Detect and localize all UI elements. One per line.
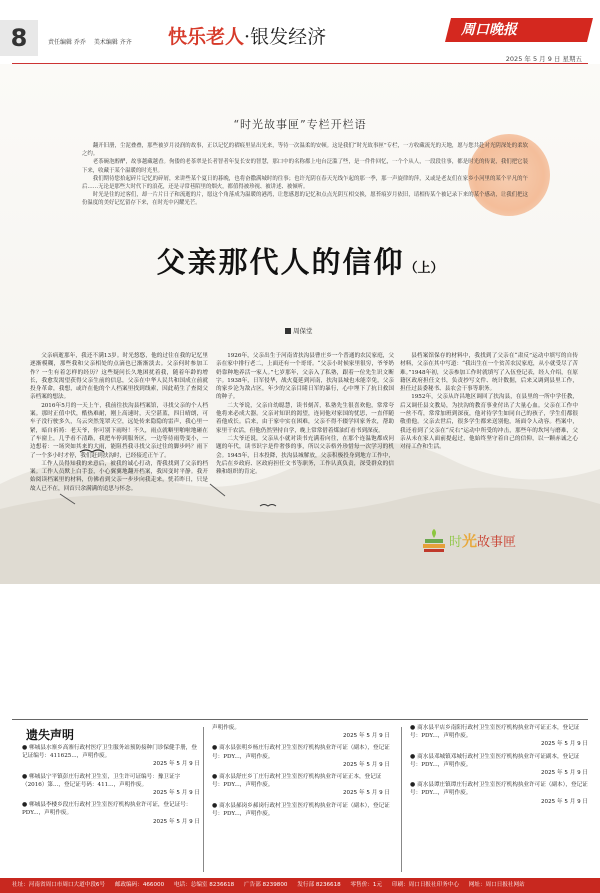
notice-item: ● 郸城县水寨乡高寨行政村医疗卫生服务站预防接种门诊保健手册，登记证编号：411625...，声明作废。 2025 年 5 月 9 日 — [22, 744, 200, 768]
notice-text: 郸城县水寨乡高寨行政村医疗卫生服务站预防接种门诊保健手册，登记证编号：411625...，声明作废。 — [22, 745, 197, 760]
notice-text: 商水县平店乡南阳行政村卫生室医疗机构执业许可证正本，登记证号：PDY...，声明作废。 — [410, 725, 580, 740]
section-lead: 快乐老人 — [168, 26, 245, 48]
notice-text: 郸城县李楼乡段庄行政村卫生室医疗机构执业许可证，登记证号：PDY...，声明作废。 — [22, 802, 192, 817]
intro-paragraph: 我们期待您拾起碎片记忆的碎屑，来讲些某个夏日的暮晚，也将奋撒满城时的往事；也许光阴在春天光线乍起的那一季，那一声旋律的萍，又或是老友们在家乡小河里的某个平凡的午后……无论是那些大时代下的浪花，还是寻常巷陌里的烟火，都值得被珍视、被讲述、被倾听。 — [82, 175, 528, 191]
article-byline — [285, 326, 313, 335]
article-paragraph: 1926年，父亲出生于河南省扶沟县曹庄乡一个普通的农民家庭，父亲在家中排行老二，上面还有一个哥哥。“父亲小时候家里很穷，爷爷奶奶靠种地养活一家人。”七岁那年，父亲入了私塾，跟着一位先生识文断字。1938年，日军侵华，战火蔓延到河南，扶沟县城也未能幸免，父亲的家乡沦为敌占区，年少的父亲目睹日军的暴行，心中埋下了抗日救国的种子。 — [216, 353, 394, 401]
section-dot: · — [244, 26, 251, 48]
article-paragraph: 2016年5月的一天上午，我前往扶沟县档案馆，寻找父亲的个人档案。那时正值中伏，酷热难耐，刚上高速时，天空湛蓝，四日晴朗，可车子没行驶多久，乌云突然笼罩天空，远处传来隐隐的雷声，我心里一紧，暗自祈祷：老天爷，你可别下雨呀！不久，雨点就噼里啪啦地砸在了车窗上，几乎看不清路，我把车停到服务区，一边等待雨势变小，一边想着：一场突如其来的大雨，能阻挡我寻找父亲过往的脚步吗？雨下了一个多小时才停，我们赶到扶沟时，已经接近正午了。 — [30, 402, 208, 459]
notice-date: 2025 年 5 月 9 日 — [540, 770, 588, 777]
notice-item — [212, 724, 390, 740]
notices-column-divider — [401, 727, 402, 872]
article-paragraph: 二大爷还说，父亲从小就对读书充满着向往，在那个连温饱都成问题的年代，读书识字是件奢侈的事，所以父亲格外珍惜每一次学习的机会。1945年，日本投降，扶沟县城解放，父亲积极投身到地方工作中，先后在乡政府、区政府担任文书等职务，工作认真负责，深受群众的信赖和组织的肯定。 — [216, 435, 394, 476]
notice-date: 2025 年 5 月 9 日 — [152, 761, 200, 768]
logo-text — [449, 530, 516, 551]
notice-item: ● 商水县谭庄镇谭庄行政村卫生室医疗机构执业许可证（副本），登记证号：PDY...，声明作废。 2025 年 5 月 9 日 — [410, 781, 588, 805]
notices-column-1 — [22, 744, 200, 830]
notices-section — [0, 722, 600, 874]
notice-date: 2025 年 5 月 9 日 — [540, 741, 588, 748]
byline-marker-icon — [285, 328, 291, 334]
notice-item: ● 郸城县宁平镇彭庄行政村卫生室，卫生许可证编号：豫卫证字（2016）第...，登记证号码：411...，声明作废。 2025 年 5 月 9 日 — [22, 772, 200, 797]
intro-paragraph: 翻开旧册，尘泥叠叠，那些被岁月浸润的故事，正以记忆的褶痕里显出光来，等待一次温柔的安顿。这是我们“时光故事匣”专栏，一方收藏流光的天地，愿与您共赴对光阴深处的柔软之约。 — [82, 143, 528, 158]
footer-item: 邮政编码：466000 — [114, 882, 165, 888]
page-footer — [0, 878, 600, 893]
logo-text-part2: 光 — [462, 532, 478, 550]
masthead-logo: 周口晚报 — [445, 18, 593, 42]
article-headline — [0, 240, 600, 281]
article-paragraph: 1952年，父亲从许昌地区调回了扶沟县，在县里的一所中学任教，后又调任县文教局，为扶沟的教育事业付出了大量心血。父亲在工作中一丝不苟，常常加班到深夜，他对待学生如同自己的孩子，学生们都很敬重他。父亲去世后，很多学生都来送别他，场面令人动容。档案中，我还看到了父亲在“反右”运动中所受的冲击，那些年的坎坷与磨难，父亲从未在家人面前提起过，他始终坚守着自己的信仰，以一颗赤诚之心对待工作和生活。 — [400, 394, 578, 451]
notice-item: ● 郸城县李楼乡段庄行政村卫生室医疗机构执业许可证，登记证号：PDY...，声明作废。 2025 年 5 月 9 日 — [22, 801, 200, 825]
byline-author: 周保堂 — [293, 327, 313, 335]
notice-text: 商水县张明乡杨庄行政村卫生室医疗机构执业许可证（副本），登记证号：PDY...，声明作废。 — [212, 745, 390, 760]
article-paragraph: 父亲病逝那年，我还不满13岁。时光悠悠，他的过往在我的记忆里逐渐模糊，那些我和父亲相处的点滴也已渐渐淡去。父亲何时参加工作？一生有着怎样的经历？这些疑问长久地困扰着我，随着年龄的增长，我愈发渴望获得父亲生前的信息，父亲在中华人民共和国成立前就投身革命，我想，或许在他的个人档案里找到线索，因此萌生了查阅父亲档案的想法。 — [30, 353, 208, 401]
editor-name: 责任编辑 乔乔 — [48, 39, 86, 46]
section-title — [168, 22, 326, 49]
notice-item: ● 商水县张明乡杨庄行政村卫生室医疗机构执业许可证（副本），登记证号：PDY...，声明作废。 2025 年 5 月 9 日 — [212, 744, 390, 768]
footer-item: 电话：总编室 8236618 — [173, 882, 235, 888]
notice-date: 2025 年 5 月 9 日 — [152, 790, 200, 797]
notice-item: ● 商水县舒庄乡丁庄行政村卫生室医疗机构执业许可证正本，登记证号：PDY...，声明作废。 2025 年 5 月 9 日 — [212, 773, 390, 797]
notices-title: 遗失声明 — [26, 728, 75, 742]
books-icon — [421, 528, 447, 554]
editor-credits — [48, 37, 138, 46]
article-column-1 — [30, 352, 208, 493]
footer-item: 印刷：周口日报社印务中心 — [391, 882, 459, 888]
article-paragraph: 工作人员得知我的来意后，被我的诚心打动，帮我找到了父亲的档案。工作人员默上白手套，小心翼翼地翻开档案，我因变时平静。我开始阅读档案里的材料，仿佛看到父亲一步步向我走来，恍若昨日，只是故人已不在，回首只余满满的追思与怀念。 — [30, 460, 208, 492]
notice-date: 2025 年 5 月 9 日 — [540, 798, 588, 805]
headline-part: （上） — [404, 261, 444, 276]
notice-text: 商水县邓城镇邓城行政村卫生室医疗机构执业许可证副本，登记证号：PDY...，声明作废。 — [410, 753, 580, 768]
notice-item: ● 商水县邓城镇邓城行政村卫生室医疗机构执业许可证副本，登记证号：PDY...，声明作废。 2025 年 5 月 9 日 — [410, 752, 588, 777]
notice-text: 商水县郝岗乡郝岗行政村卫生室医疗机构执业许可证（副本），登记证号：PDY...，声明作废。 — [212, 802, 390, 817]
logo-text-part1: 时 — [449, 535, 463, 550]
designer-name: 美术编辑 齐齐 — [93, 39, 132, 46]
column-intro-text — [82, 142, 528, 208]
notices-column-divider — [203, 727, 204, 872]
section-sub: 银发经济 — [250, 26, 327, 48]
notice-date: 2025 年 5 月 9 日 — [152, 818, 200, 825]
issue-date: 2025 年 5 月 9 日 星期五 — [505, 55, 582, 63]
article-paragraph: 县档案馆保存的材料中，我找到了父亲在“肃反”运动中填写的自传材料，父亲在其中写道：“我出生在一个贫苦农民家庭，从小就受尽了苦难。”1948年初，父亲参加工作时就填写了入伍登记表，经人介绍，在原籍区政府担任文书，负责抄写文件、统计数据，后来又调到县里工作，担任过县委秘书、县农会干事等职务。 — [400, 353, 578, 393]
notice-text: 商水县舒庄乡丁庄行政村卫生室医疗机构执业许可证正本，登记证号：PDY...，声明作废。 — [212, 774, 382, 789]
column-intro-title: “时光故事匣”专栏开栏语 — [233, 118, 367, 131]
intro-paragraph: 老茶碗泡醇酽，故事越藏越香。佝偻的老茶翠是长者智者年复长安的智慧，那口中的名称都上电台泛滥了些，是一件件回忆，一个个从人，一段段往事，都是时光的传说，我们把它装下来，收藏于某个温暖的时光里。 — [82, 159, 528, 174]
notices-divider — [12, 719, 588, 720]
page-header — [0, 0, 600, 62]
notices-column-3 — [410, 724, 588, 810]
footer-item: 网址：周口日报社网站 — [468, 882, 525, 888]
notice-item: ● 商水县平店乡南阳行政村卫生室医疗机构执业许可证正本，登记证号：PDY...，声明作废。 2025 年 5 月 9 日 — [410, 724, 588, 748]
time-story-box-logo — [417, 518, 527, 560]
article-column-3 — [400, 352, 578, 452]
footer-item: 发行部 8236618 — [297, 882, 341, 888]
article-paragraph: 二大爷说，父亲自幼聪慧，读书刻苦，私塾先生很喜欢他，常常夸他将来必成大器。父亲对知识的渴望，连同他对家国的忧思，一直伴随着他成长。后来，由于家中实在困难，父亲不得不辍学回家务农，帮助家里干农活，但他仍然坚持自学，晚上常常借着煤油灯看书到深夜。 — [216, 402, 394, 434]
notice-text: 商水县谭庄镇谭庄行政村卫生室医疗机构执业许可证（副本），登记证号：PDY...，声明作废。 — [410, 782, 588, 797]
page-number: 8 — [0, 20, 38, 56]
notice-text: 郸城县宁平镇彭庄行政村卫生室，卫生许可证编号：豫卫证字（2016）第...，登记证号码：411...，声明作废。 — [22, 773, 181, 788]
intro-paragraph: 时光是往的过客们，却一片片日子和流逝的片，愿这个角落成为温暖的港湾，让您感恩的记忆和点点光阴互相交换，愿苔痕岁月依旧，请相传某个被记录下来的某个感动，让我们把这份温度的美好记忆留存下来，在时光中闪耀光芒。 — [82, 192, 528, 207]
footer-item: 社址：河南省周口市周口大道中段6号 — [12, 882, 106, 888]
notice-date: 2025 年 5 月 9 日 — [342, 761, 390, 768]
notices-column-2 — [212, 724, 390, 822]
logo-text-part3: 故事匣 — [477, 535, 517, 550]
footer-item: 零售价：1元 — [350, 882, 383, 888]
notice-date: 2025 年 5 月 9 日 — [342, 790, 390, 797]
footer-item: 广告部 8239800 — [244, 882, 288, 888]
notice-text: 声明作废。 — [212, 725, 240, 731]
headline-text: 父亲那代人的信仰 — [156, 245, 405, 279]
notice-item: ● 商水县郝岗乡郝岗行政村卫生室医疗机构执业许可证（副本），登记证号：PDY...，声明作废。 — [212, 801, 390, 817]
notice-date: 2025 年 5 月 9 日 — [342, 733, 390, 740]
article-column-2 — [216, 352, 394, 476]
